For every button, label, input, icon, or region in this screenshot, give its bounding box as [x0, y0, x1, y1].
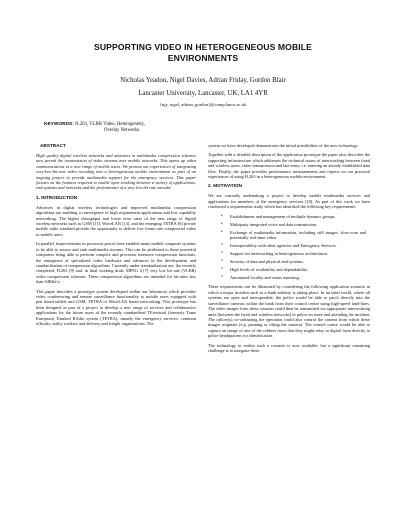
right-column	[208, 143, 370, 357]
affiliation: Lancaster University, Lancaster, UK, LA1 4YR	[138, 90, 268, 97]
list-item: • Multiparty integrated voice and data transmission.	[230, 222, 370, 227]
intro-paragraph-3: This paper describes a prototype system developed within our laboratory which provides video conferencing and remote surveillance functionality to mobile users equipped with pen based tablets and GSM, TETRA or WaveLAN based networking. This prototype has been designed as part of a project to develop a new range of services and collaborative applications for the future users of the recently standardised TErrestrial (formerly Trans European) Trunked RAdio system (TETRA), namely the emergency services, common officials, utility workers and delivery and freight organisations. The	[36, 288, 196, 326]
abstract-text: High quality digital wireless networks and advances in multimedia compression schemes now permit the transmission of video streams over mobile networks. This opens up video communications to a new range of mobile users. We present our experiences of integrating very-low-bit-rate video encoding into a heterogeneous mobile environment as part of an ongoing project to provide multimedia support for the emergency services. This paper focuses on the features required to enable open working between a variety of applications, end-systems and networks and the performance of a very low bit rate encoder.	[36, 153, 196, 191]
list-item: • Automated locality and status reporting.	[230, 275, 370, 280]
author-list: Nicholas Yeadon, Nigel Davies, Adrian Friday, Gordon Blair	[120, 77, 286, 84]
list-item: • Establishment and management of multiple dynamic groups.	[230, 214, 370, 219]
list-item: • Interoperability with other agencies and Emergency Services.	[230, 243, 370, 248]
intro-paragraph-4: Together with a detailed description of the application prototype the paper also describes the supporting infrastructure which addresses the technical issues of interworking between fixed and wireless users, video transmission and late entry, i.e. entering an already established data flow. Finally, the paper provides performance measurements and reports on our practical experiences of using H.263 in a heterogeneous mobile environment.	[208, 152, 370, 180]
list-item: • Security of data and physical end-systems.	[230, 259, 370, 264]
list-item: • High levels of availability and dependability.	[230, 267, 370, 272]
title-line-1: SUPPORTING VIDEO IN HETEROGENEOUS MOBILE	[94, 42, 312, 52]
closing-paragraph: The technology to realise such a scenario is now available, but a significant remaining challenge is to integrate these	[208, 342, 370, 353]
intro-continuation: system we have developed demonstrates the initial possibilities of the new technology.	[208, 143, 359, 148]
abstract-heading: ABSTRACT	[40, 143, 66, 148]
keywords-label: KEYWORDS:	[44, 122, 74, 127]
motivation-paragraph: We are currently undertaking a project to develop mobile multimedia services and applications for members of the emergency services [10]. As part of this work we have conducted a requirements study which has identified the following key requirements:	[208, 193, 370, 210]
keywords-line-1: H.263, VLBR Video, Heterogeneity,	[75, 122, 146, 127]
list-item: • Support for interworking in heterogeneous architectures.	[230, 251, 370, 256]
scenario-paragraph: These requirements can be illustrated by considering the following application scenario in which a major incident such as a bank robbery is taking place. In an ideal world, where all systems are open and interoperable, the police would be able to patch directly into the surveillance cameras within the bank from their control centre using high-speed land-lines. The video images from these cameras could then be transmitted via appropriate interworking units (between the fixed and wireless networks) to police en route and attending the incident. The officer(s) co-ordinating the operation could also control the camera from which these images originate (e.g. panning or tilting the camera). The control centre would be able to capture an image of one of the robbers faces that they might relay in digital form directly to police headquarters for identification.	[208, 284, 370, 339]
title-line-2: ENVIRONMENTS	[167, 52, 239, 63]
introduction-heading: 1. INTRODUCTION	[36, 194, 78, 200]
left-column	[36, 143, 196, 357]
author-emails: {njy, nigel, adrian, gordon}@comp.lancs.ac.uk	[159, 102, 247, 107]
motivation-heading: 2. MOTIVATION	[208, 183, 242, 189]
requirements-list	[208, 214, 370, 281]
intro-paragraph-1: Advances in digital wireless technologies and improved multimedia compression algorithms are enabling a convergence of high requirement applications and low capability networking. The higher throughput and lower error rates of the new range of digital wireless networks such as GSM [11], WaveLAN [13], and the emerging TETRA [6] private mobile radio standard provide the opportunity to deliver low frame rate compressed video to mobile users.	[36, 204, 196, 237]
intro-paragraph-2: In parallel, improvements in processor power have enabled many mobile computer systems to be able to source and sink multimedia streams. This can be attributed to these powerful computers being able to perform complex and processor intensive compression functions, the emergence of specialized codec hardware and advances in the development and standardisation of compression algorithms. Currently under standardisation are, the recently completed, H.263 [9] and, in final working draft, MPEG 4 [7] very low bit rate (VLBR) video compression schemes. These compression algorithms are intended for bit-rates less than 64Kbit/s.	[36, 241, 196, 285]
two-column-body	[36, 143, 370, 357]
list-item: • Exchange of multimedia information, including still images, slow-scan and potentially real-time video.	[230, 230, 370, 241]
paper-title	[36, 42, 370, 63]
keywords-line-2: Overlay Networks.	[104, 128, 141, 133]
keywords	[44, 122, 370, 134]
